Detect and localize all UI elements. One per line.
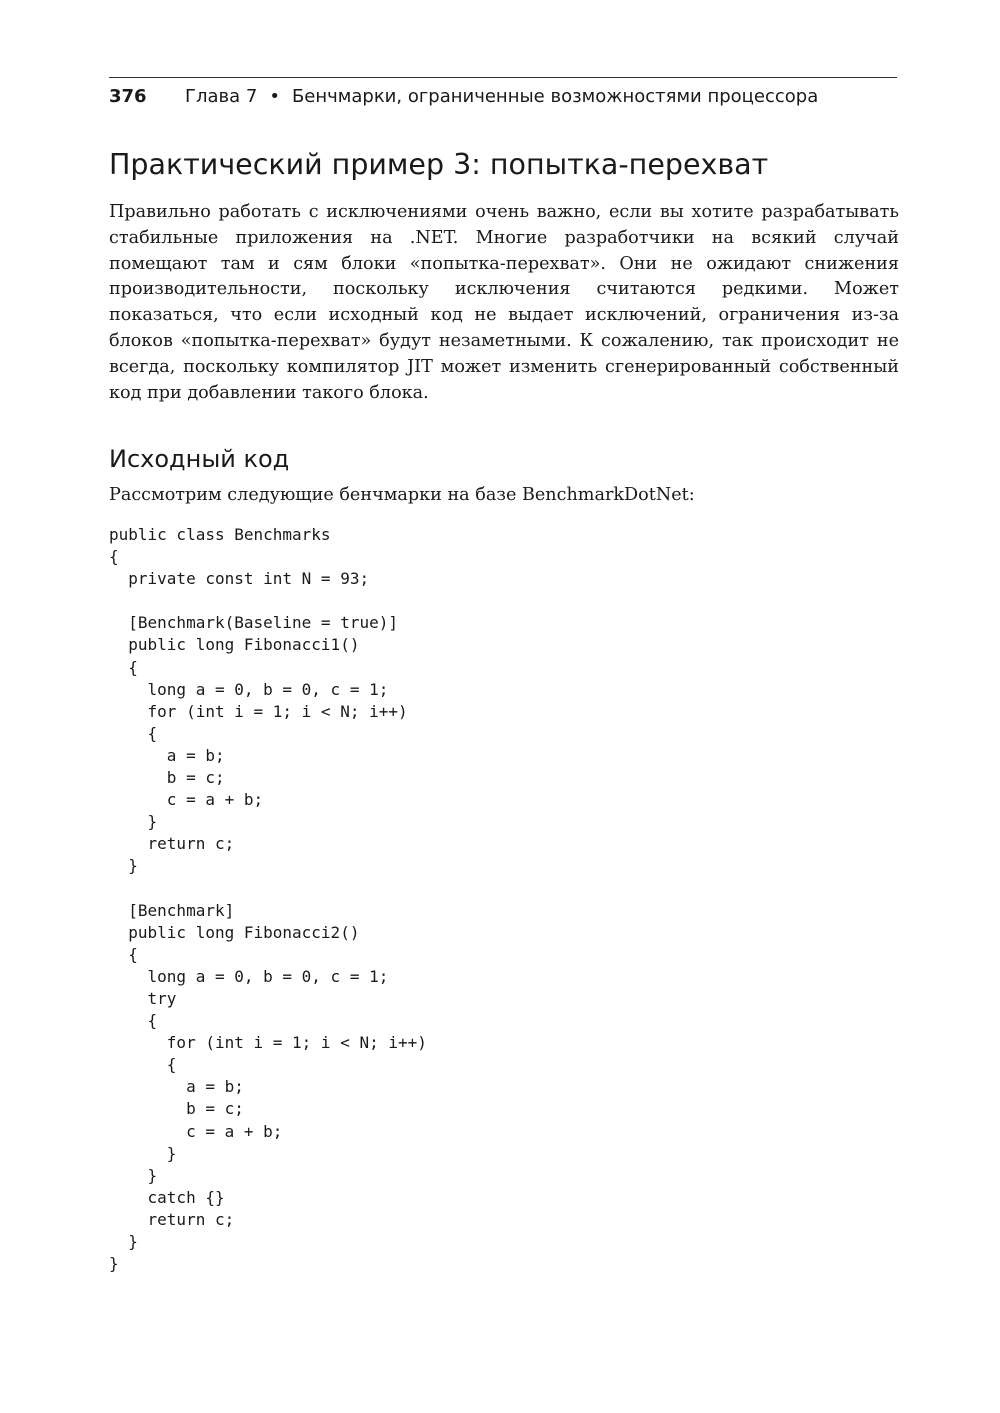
code-line: { (109, 657, 138, 677)
code-line (109, 878, 427, 900)
section-paragraph: Правильно работать с исключениями очень важно, если вы хотите разрабатывать стабильные приложения на .NET. Многие разработчики на всякий случай помещают там и сям блоки «попытка-перехват». Они не ожидают снижения производительности, поскольку исключения считаются редкими. Может показаться, что если исходный код не выдает исключений, ограничения из-за блоков «попытка-перехват» будут незаметными. К сожалению, так происходит не всегда, поскольку компилятор JIT может изменить сгенерированный собственный код при добавлении такого блока. (109, 202, 899, 403)
code-line: a = b; (109, 1077, 244, 1097)
code-line: } (109, 856, 138, 876)
code-line: } (109, 812, 158, 832)
code-line: for (int i = 1; i < N; i++) (109, 1033, 427, 1053)
code-line (109, 590, 427, 612)
code-line: return c; (109, 1209, 235, 1229)
code-line: a = b; (109, 745, 225, 765)
code-line: public long Fibonacci2() (109, 922, 360, 942)
code-line: [Benchmark] (109, 900, 235, 920)
code-line: { (109, 547, 119, 567)
code-line: public class Benchmarks (109, 525, 331, 544)
code-line: try (109, 988, 177, 1008)
code-line: c = a + b; (109, 790, 264, 810)
running-head (109, 84, 897, 110)
code-listing (109, 524, 427, 1275)
code-line: return c; (109, 834, 235, 854)
code-line: { (109, 1011, 158, 1031)
code-line: long a = 0, b = 0, c = 1; (109, 966, 389, 986)
page-number: 376 (109, 86, 147, 107)
code-line: catch {} (109, 1187, 225, 1207)
code-line: } (109, 1232, 138, 1251)
code-line: { (109, 944, 138, 964)
code-line: c = a + b; (109, 1121, 283, 1141)
chapter-label: Глава 7 (185, 86, 258, 107)
header-rule (109, 77, 897, 78)
subsection-title: Исходный код (109, 445, 290, 473)
code-line: { (109, 1055, 177, 1075)
code-line: } (109, 1143, 177, 1163)
subsection-intro: Рассмотрим следующие бенчмарки на базе BenchmarkDotNet: (109, 485, 695, 505)
code-line: b = c; (109, 1099, 244, 1119)
code-line: private const int N = 93; (109, 569, 370, 589)
header-bullet: • (269, 86, 280, 107)
code-line: public long Fibonacci1() (109, 635, 360, 655)
section-title: Практический пример 3: попытка-перехват (109, 148, 769, 181)
code-line: [Benchmark(Baseline = true)] (109, 613, 398, 633)
chapter-title: Бенчмарки, ограниченные возможностями процессора (291, 86, 819, 107)
code-line: } (109, 1165, 158, 1185)
code-line: long a = 0, b = 0, c = 1; (109, 679, 389, 699)
code-line: { (109, 723, 158, 743)
code-line: } (109, 1254, 119, 1274)
code-line: for (int i = 1; i < N; i++) (109, 701, 408, 721)
code-line: b = c; (109, 768, 225, 788)
